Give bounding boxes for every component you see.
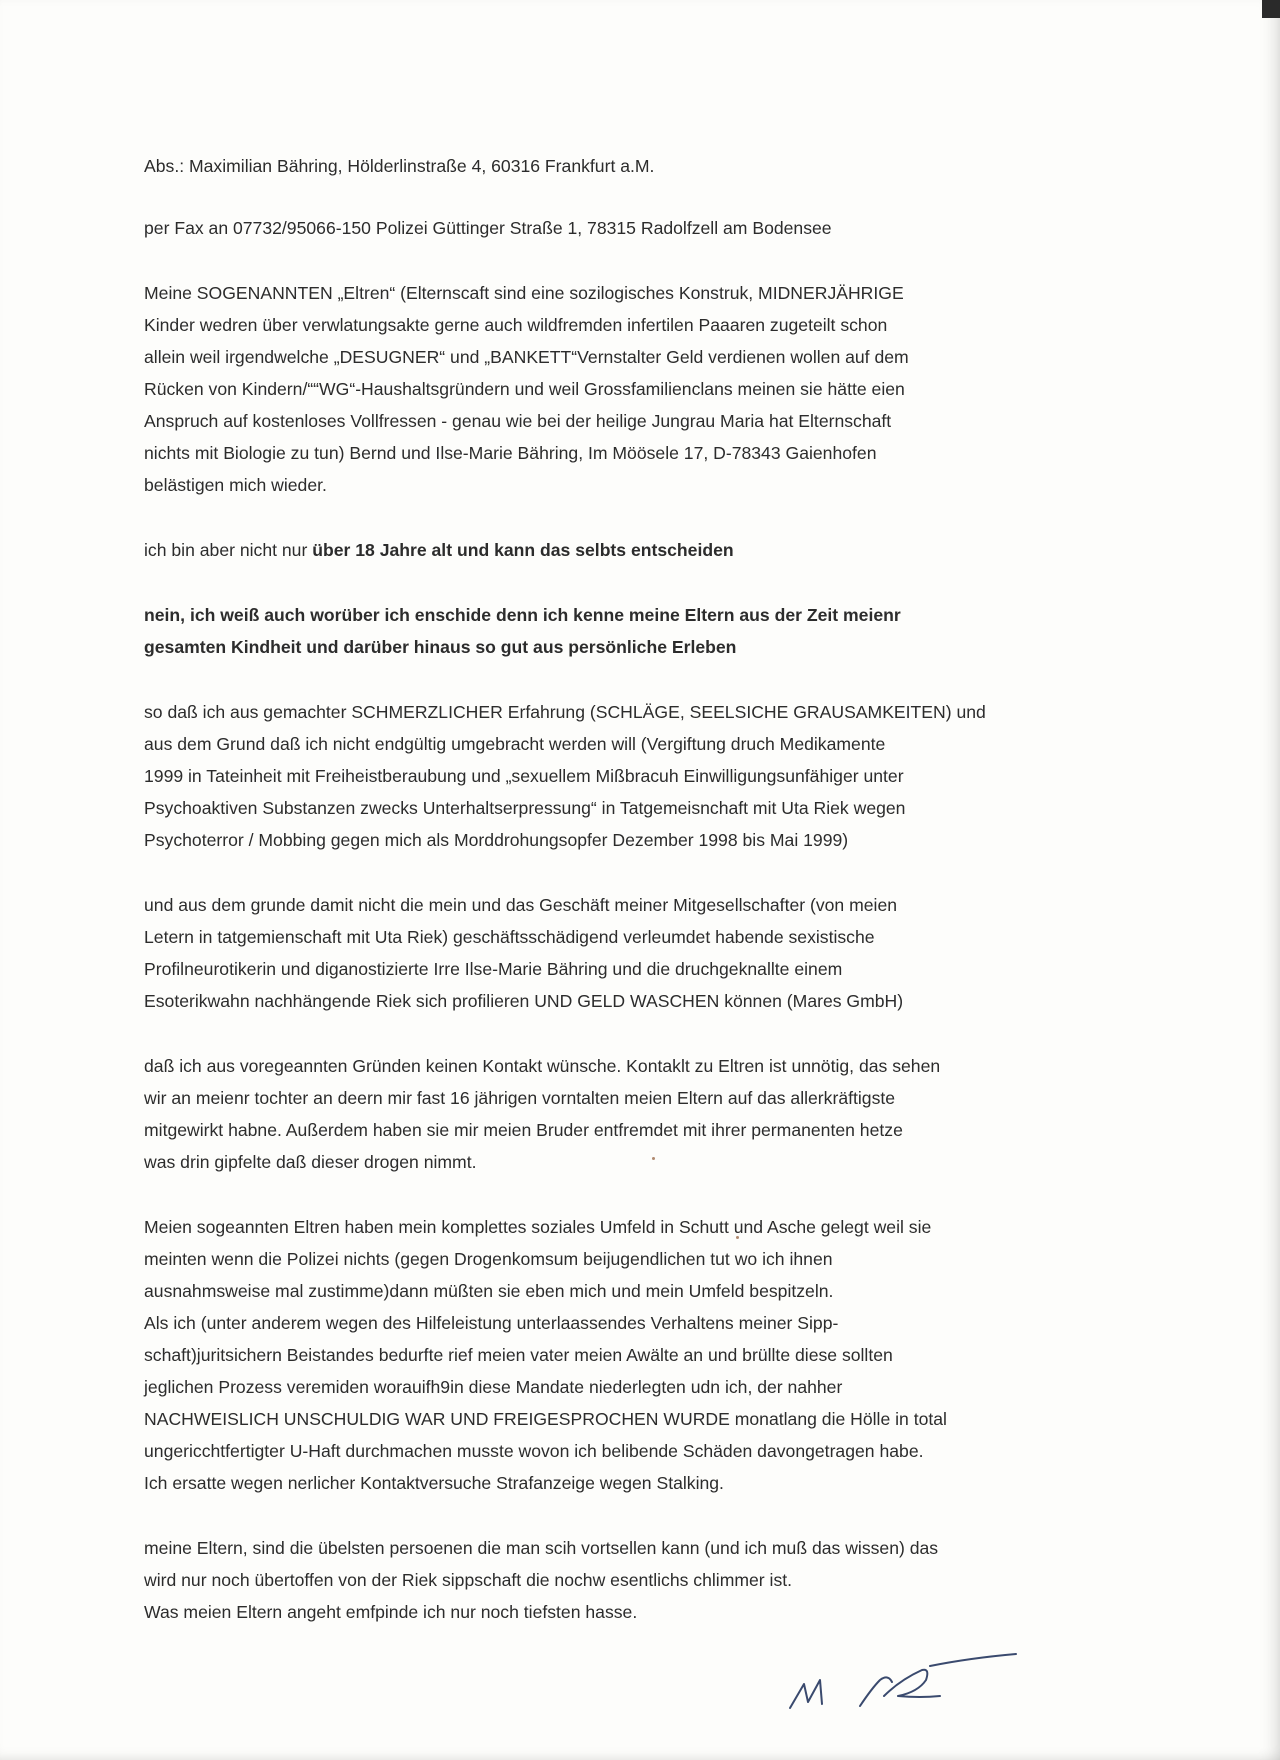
paragraph-7: Meien sogeannten Eltren haben mein komplettes soziales Umfeld in Schutt und Asche gelegt weil sie meinten wenn die Polizei nichts (gegen Drogenkomsum beijugendlichen tut wo ich ihnen ausnahmsweise mal zustimme)dann müßten sie eben mich und mein Umfeld bespitzeln. Als ich (unter anderem wegen des Hilfeleistung unterlaassendes Verhaltens meiner Sipp- schaft)juritsichern Beistandes bedurfte rief meien vater meien Awälte an und brüllte diese sollten jeglichen Prozess veremiden worauifh9in diese Mandate niederlegten udn ich, der nahher NACHWEISLICH UNSCHULDIG WAR UND FREIGESPROCHEN WURDE monatlang die Hölle in total ungericchtfertigter U-Haft durchmachen musste wovon ich belibende Schäden davongetragen habe. Ich ersatte wegen nerlicher Kontaktversuche Strafanzeige wegen Stalking.	[144, 1217, 947, 1493]
paragraph-4: so daß ich aus gemachter SCHMERZLICHER Erfahrung (SCHLÄGE, SEELSICHE GRAUSAMKEITEN) und aus dem Grund daß ich nicht endgültig umgebracht werden will (Vergiftung druch Medikamente 1999 in Tateinheit mit Freiheistberaubung und „sexuellem Mißbracuh Einwilligungsunfähiger unter Psychoaktiven Substanzen zwecks Unterhaltserpressung“ in Tatgemeisnchaft mit Uta Riek wegen Psychoterror / Mobbing gegen mich als Morddrohungsopfer Dezember 1998 bis Mai 1999)	[144, 702, 986, 850]
paragraph-5: und aus dem grunde damit nicht die mein und das Geschäft meiner Mitgesellschafter (von meien Letern in tatgemienschaft mit Uta Riek) geschäftsschädigend verleumdet habende sexistische Profilneurotikerin und diganostizierte Irre Ilse-Marie Bähring und die druchgeknallte einem Esoterikwahn nachhängende Riek sich profilieren UND GELD WASCHEN können (Mares GmbH)	[144, 895, 904, 1011]
paragraph-3: nein, ich weiß auch worüber ich enschide denn ich kenne meine Eltern aus der Zeit meienr gesamten Kindheit und darüber hinaus so gut aus persönliche Erleben	[144, 605, 901, 657]
scan-corner-mark	[1262, 0, 1280, 18]
paragraph-1: Meine SOGENANNTEN „Eltren“ (Elternscaft sind eine sozilogisches Konstruk, MIDNERJÄHRIGE Kinder wedren über verwlatungsakte gerne auch wildfremden infertilen Paaaren zugeteilt schon allein weil irgendwelche „DESUGNER“ und „BANKETT“Vernstalter Geld verdienen wollen auf dem Rücken von Kindern/““WG“-Haushaltsgründern und weil Grossfamilienclans meinen sie hätte eien Anspruch auf kostenloses Vollfressen - genau wie bei der heilige Jungrau Maria hat Elternschaft nichts mit Biologie zu tun) Bernd und Ilse-Marie Bähring, Im Möösele 17, D-78343 Gaienhofen belästigen mich wieder.	[144, 283, 909, 495]
signature-stroke-b2	[884, 1670, 940, 1697]
paragraph-8: meine Eltern, sind die übelsten persoenen die man scih vortsellen kann (und ich muß das wissen) das wird nur noch übertoffen von der Riek sippschaft die nochw esentlichs chlimmer ist. Was meien Eltern angeht emfpinde ich nur noch tiefsten hasse.	[144, 1538, 939, 1622]
sender-line: Abs.: Maximilian Bähring, Hölderlinstraße 4, 60316 Frankfurt a.M.	[144, 156, 655, 176]
letter-body	[144, 150, 1104, 1628]
fax-recipient-line: per Fax an 07732/95066-150 Polizei Güttinger Straße 1, 78315 Radolfzell am Bodensee	[144, 218, 832, 238]
handwritten-signature	[780, 1640, 1040, 1720]
paragraph-6: daß ich aus voregeannten Gründen keinen Kontakt wünsche. Kontaklt zu Eltren ist unnötig, das sehen wir an meienr tochter an deern mir fast 16 jährigen vorntalten meien Eltern auf das allerkräftigste mitgewirkt habne. Außerdem haben sie mir meien Bruder entfremdet mit ihrer permanenten hetze was drin gipfelte daß dieser drogen nimmt.	[144, 1056, 941, 1172]
signature-stroke-m	[790, 1680, 822, 1708]
paragraph-2: ich bin aber nicht nur über 18 Jahre alt und kann das selbts entscheiden	[144, 540, 734, 560]
signature-stroke-line	[930, 1654, 1016, 1666]
